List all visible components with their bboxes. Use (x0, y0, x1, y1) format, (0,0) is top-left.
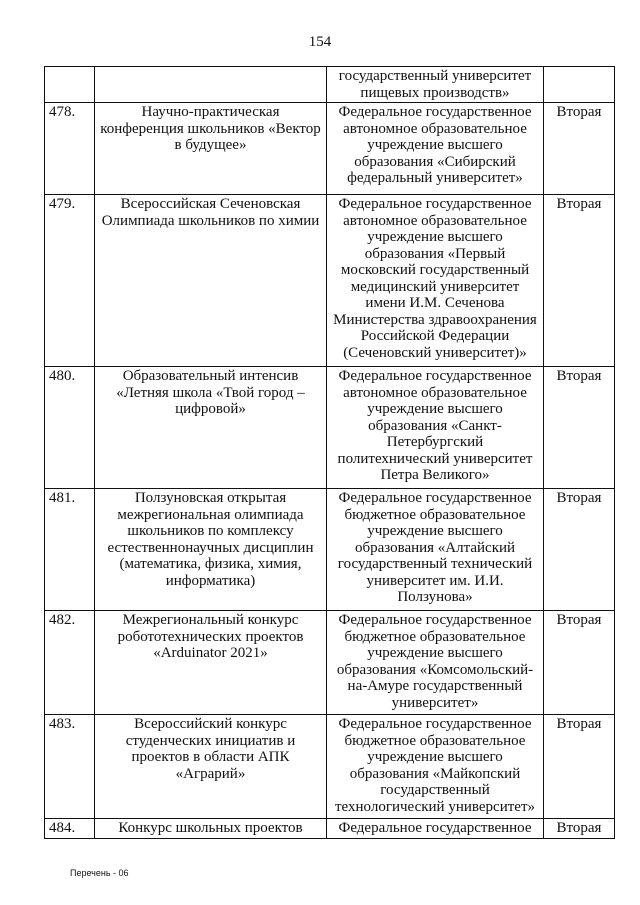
level: Вторая (544, 611, 615, 715)
footer-label: Перечень - 06 (70, 868, 129, 878)
row-number: 482. (45, 611, 95, 715)
organizer: Федеральное государственное автономное образовательное учреждение высшего образования «Первый московский государственный медицинский университет имени И.М. Сеченова Министерства здравоохранения Российской Федерации (Сеченовский университет)» (327, 195, 544, 367)
table-row (45, 103, 615, 195)
organizer: Федеральное государственное бюджетное образовательное учреждение высшего образования «Комсомольский-на-Амуре государственный университет» (327, 611, 544, 715)
level: Вторая (544, 103, 615, 195)
table-row (45, 489, 615, 611)
level: Вторая (544, 715, 615, 819)
table-row (45, 67, 615, 103)
olympiad-table (44, 66, 615, 839)
event-name: Научно-практическая конференция школьников «Вектор в будущее» (95, 103, 327, 195)
level: Вторая (544, 195, 615, 367)
row-number (45, 67, 95, 103)
row-number: 479. (45, 195, 95, 367)
event-name: Конкурс школьных проектов (95, 819, 327, 839)
level: Вторая (544, 367, 615, 489)
row-number: 484. (45, 819, 95, 839)
event-name: Ползуновская открытая межрегиональная олимпиада школьников по комплексу естественнонаучных дисциплин (математика, физика, химия, информатика) (95, 489, 327, 611)
organizer: Федеральное государственное бюджетное образовательное учреждение высшего образования «Майкопский государственный технологический университет» (327, 715, 544, 819)
table-row (45, 611, 615, 715)
event-name (95, 67, 327, 103)
level (544, 67, 615, 103)
organizer: государственный университет пищевых производств» (327, 67, 544, 103)
event-name: Образовательный интенсив «Летняя школа «Твой город – цифровой» (95, 367, 327, 489)
page-number: 154 (308, 34, 332, 50)
row-number: 478. (45, 103, 95, 195)
organizer: Федеральное государственное автономное образовательное учреждение высшего образования «Сибирский федеральный университет» (327, 103, 544, 195)
level: Вторая (544, 489, 615, 611)
table-row (45, 819, 615, 839)
event-name: Всероссийская Сеченовская Олимпиада школьников по химии (95, 195, 327, 367)
level: Вторая (544, 819, 615, 839)
table-row (45, 367, 615, 489)
row-number: 481. (45, 489, 95, 611)
table-row (45, 195, 615, 367)
organizer: Федеральное государственное (327, 819, 544, 839)
row-number: 483. (45, 715, 95, 819)
organizer: Федеральное государственное бюджетное образовательное учреждение высшего образования «Алтайский государственный технический университет им. И.И. Ползунова» (327, 489, 544, 611)
table-row (45, 715, 615, 819)
event-name: Межрегиональный конкурс робототехнических проектов «Arduinator 2021» (95, 611, 327, 715)
event-name: Всероссийский конкурс студенческих инициатив и проектов в области АПК «Аграрий» (95, 715, 327, 819)
row-number: 480. (45, 367, 95, 489)
organizer: Федеральное государственное автономное образовательное учреждение высшего образования «Санкт-Петербургский политехнический университет Петра Великого» (327, 367, 544, 489)
